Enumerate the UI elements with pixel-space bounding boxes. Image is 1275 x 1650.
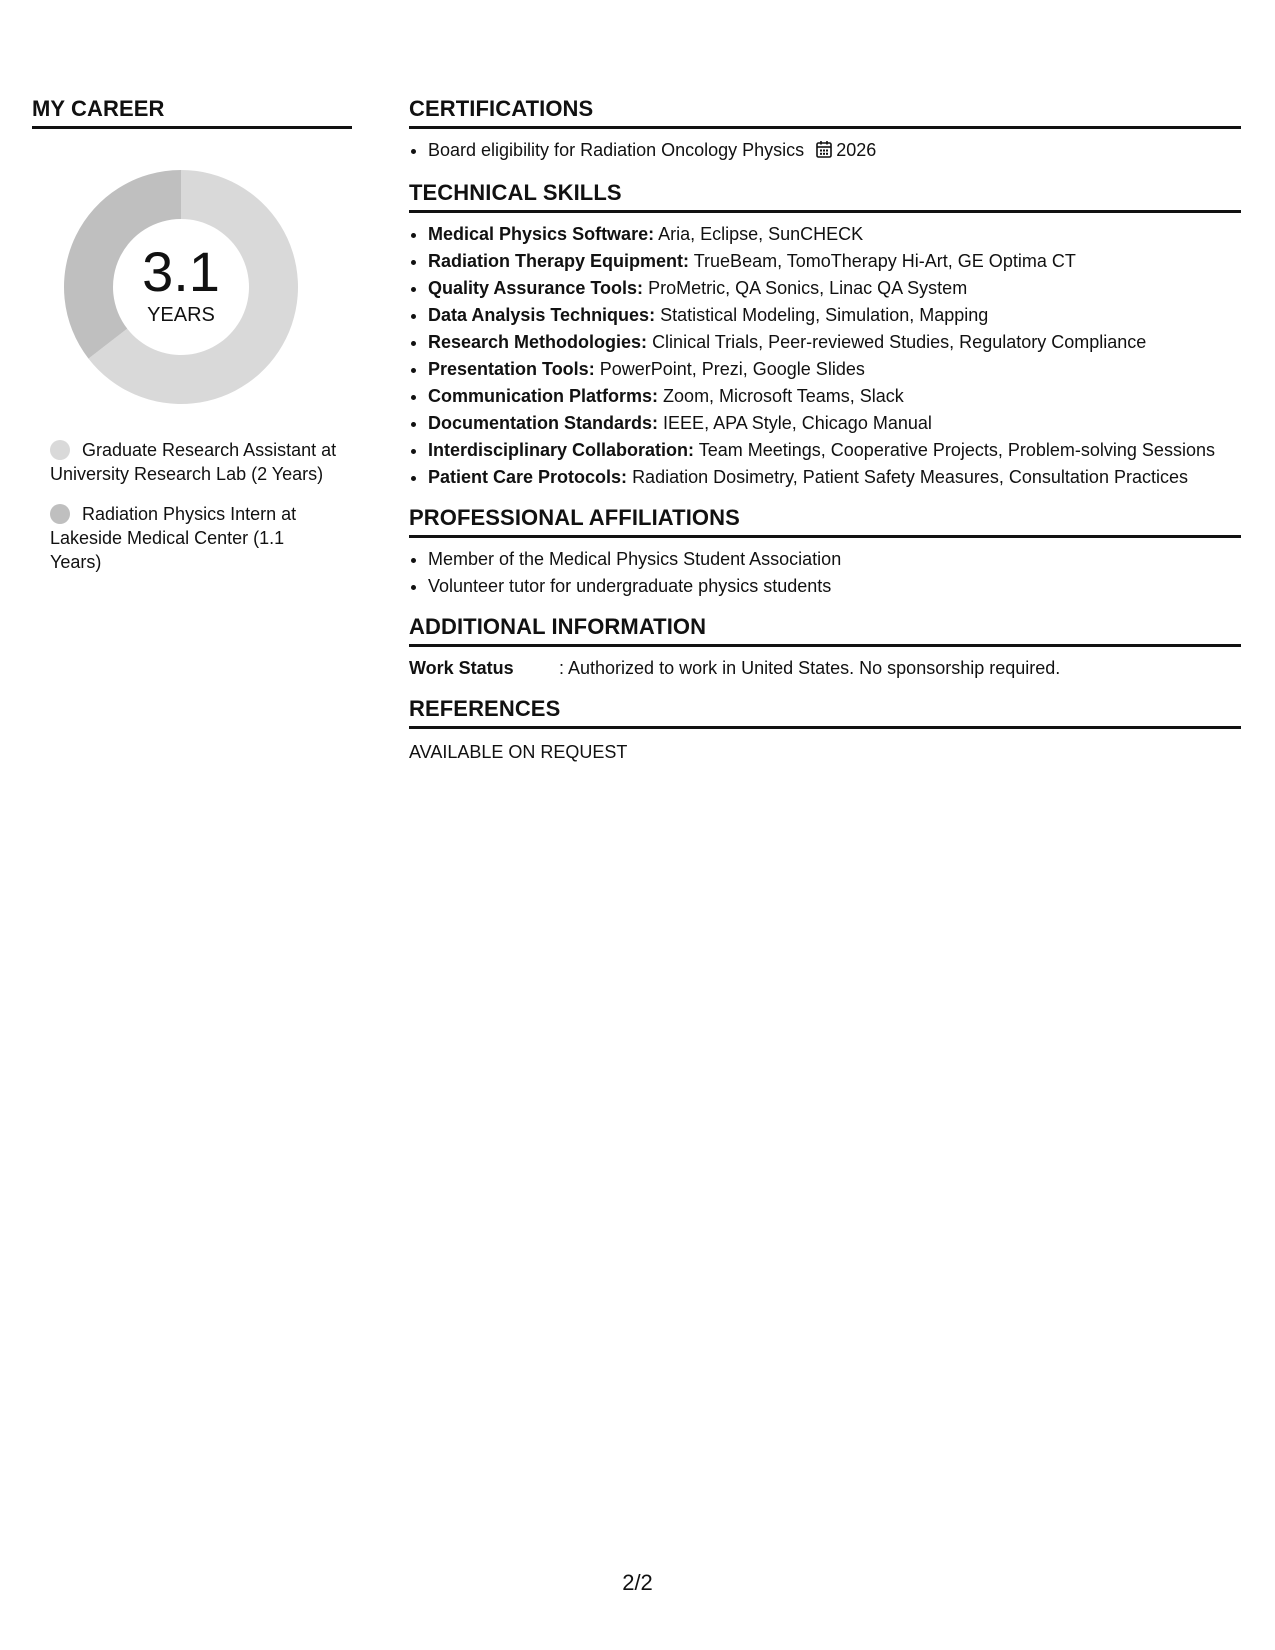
- page-number: 2/2: [622, 1570, 653, 1595]
- additional-info-heading: ADDITIONAL INFORMATION: [409, 614, 1241, 647]
- skill-item: [428, 221, 1241, 248]
- skill-item: [428, 248, 1241, 275]
- skill-item: [428, 302, 1241, 329]
- main-column: [409, 96, 1241, 780]
- certification-label: Board eligibility for Radiation Oncology Physics: [428, 140, 805, 160]
- certification-item: [428, 137, 1241, 166]
- references-heading: REFERENCES: [409, 696, 1241, 729]
- skill-value: Team Meetings, Cooperative Projects, Problem-solving Sessions: [698, 440, 1215, 460]
- career-legend-label: Radiation Physics Intern at Lakeside Medical Center (1.1 Years): [50, 504, 297, 572]
- career-donut-chart: [56, 162, 306, 412]
- career-legend-label: Graduate Research Assistant at University Research Lab (2 Years): [50, 440, 337, 484]
- skill-item: [428, 383, 1241, 410]
- certification-year: 2026: [836, 140, 877, 160]
- skill-value: Clinical Trials, Peer-reviewed Studies, Regulatory Compliance: [652, 332, 1147, 352]
- references-text: AVAILABLE ON REQUEST: [409, 742, 628, 762]
- calendar-icon: [816, 139, 832, 166]
- career-column: [32, 96, 352, 590]
- technical-skills-list: [409, 221, 1241, 491]
- career-legend-item: [50, 438, 340, 486]
- affiliation-item: • Volunteer tutor for undergraduate physics students: [428, 573, 1241, 600]
- skill-name: Quality Assurance Tools:: [428, 278, 644, 298]
- affiliations-list: [409, 546, 1241, 600]
- career-total-unit: YEARS: [147, 304, 215, 326]
- legend-dot-icon: [50, 504, 70, 524]
- skill-value: IEEE, APA Style, Chicago Manual: [663, 413, 932, 433]
- references-section: [409, 696, 1241, 766]
- skill-value: PowerPoint, Prezi, Google Slides: [599, 359, 865, 379]
- skill-value: Zoom, Microsoft Teams, Slack: [663, 386, 904, 406]
- career-legend: [50, 438, 340, 574]
- skill-item: [428, 356, 1241, 383]
- certifications-list: [409, 137, 1241, 166]
- skill-name: Documentation Standards:: [428, 413, 659, 433]
- technical-skills-heading: TECHNICAL SKILLS: [409, 180, 1241, 213]
- work-status-row: [409, 655, 1241, 682]
- skill-item: [428, 329, 1241, 356]
- skill-name: Research Methodologies:: [428, 332, 648, 352]
- skill-name: Data Analysis Techniques:: [428, 305, 656, 325]
- skill-name: Interdisciplinary Collaboration:: [428, 440, 695, 460]
- skill-name: Presentation Tools:: [428, 359, 595, 379]
- affiliations-heading: PROFESSIONAL AFFILIATIONS: [409, 505, 1241, 538]
- technical-skills-section: [409, 180, 1241, 491]
- skill-value: Statistical Modeling, Simulation, Mapping: [660, 305, 989, 325]
- certifications-section: [409, 96, 1241, 166]
- work-status-value: : Authorized to work in United States. No sponsorship required.: [559, 658, 1061, 678]
- skill-value: TrueBeam, TomoTherapy Hi-Art, GE Optima CT: [693, 251, 1076, 271]
- affiliation-item: • Member of the Medical Physics Student Association: [428, 546, 1241, 573]
- skill-item: [428, 410, 1241, 437]
- career-total: [56, 162, 306, 412]
- skill-name: Medical Physics Software:: [428, 224, 655, 244]
- skill-value: ProMetric, QA Sonics, Linac QA System: [648, 278, 968, 298]
- skill-name: Radiation Therapy Equipment:: [428, 251, 690, 271]
- skill-item: [428, 464, 1241, 491]
- career-total-value: 3.1: [142, 240, 220, 303]
- certifications-heading: CERTIFICATIONS: [409, 96, 1241, 129]
- skill-name: Patient Care Protocols:: [428, 467, 628, 487]
- skill-item: [428, 437, 1241, 464]
- affiliations-section: [409, 505, 1241, 600]
- skill-value: Radiation Dosimetry, Patient Safety Measures, Consultation Practices: [632, 467, 1188, 487]
- skill-value: Aria, Eclipse, SunCHECK: [658, 224, 864, 244]
- skill-item: [428, 275, 1241, 302]
- work-status-label: Work Status: [409, 658, 514, 678]
- career-heading: MY CAREER: [32, 96, 352, 129]
- additional-info-section: [409, 614, 1241, 682]
- career-legend-item: [50, 502, 340, 574]
- legend-dot-icon: [50, 440, 70, 460]
- skill-name: Communication Platforms:: [428, 386, 659, 406]
